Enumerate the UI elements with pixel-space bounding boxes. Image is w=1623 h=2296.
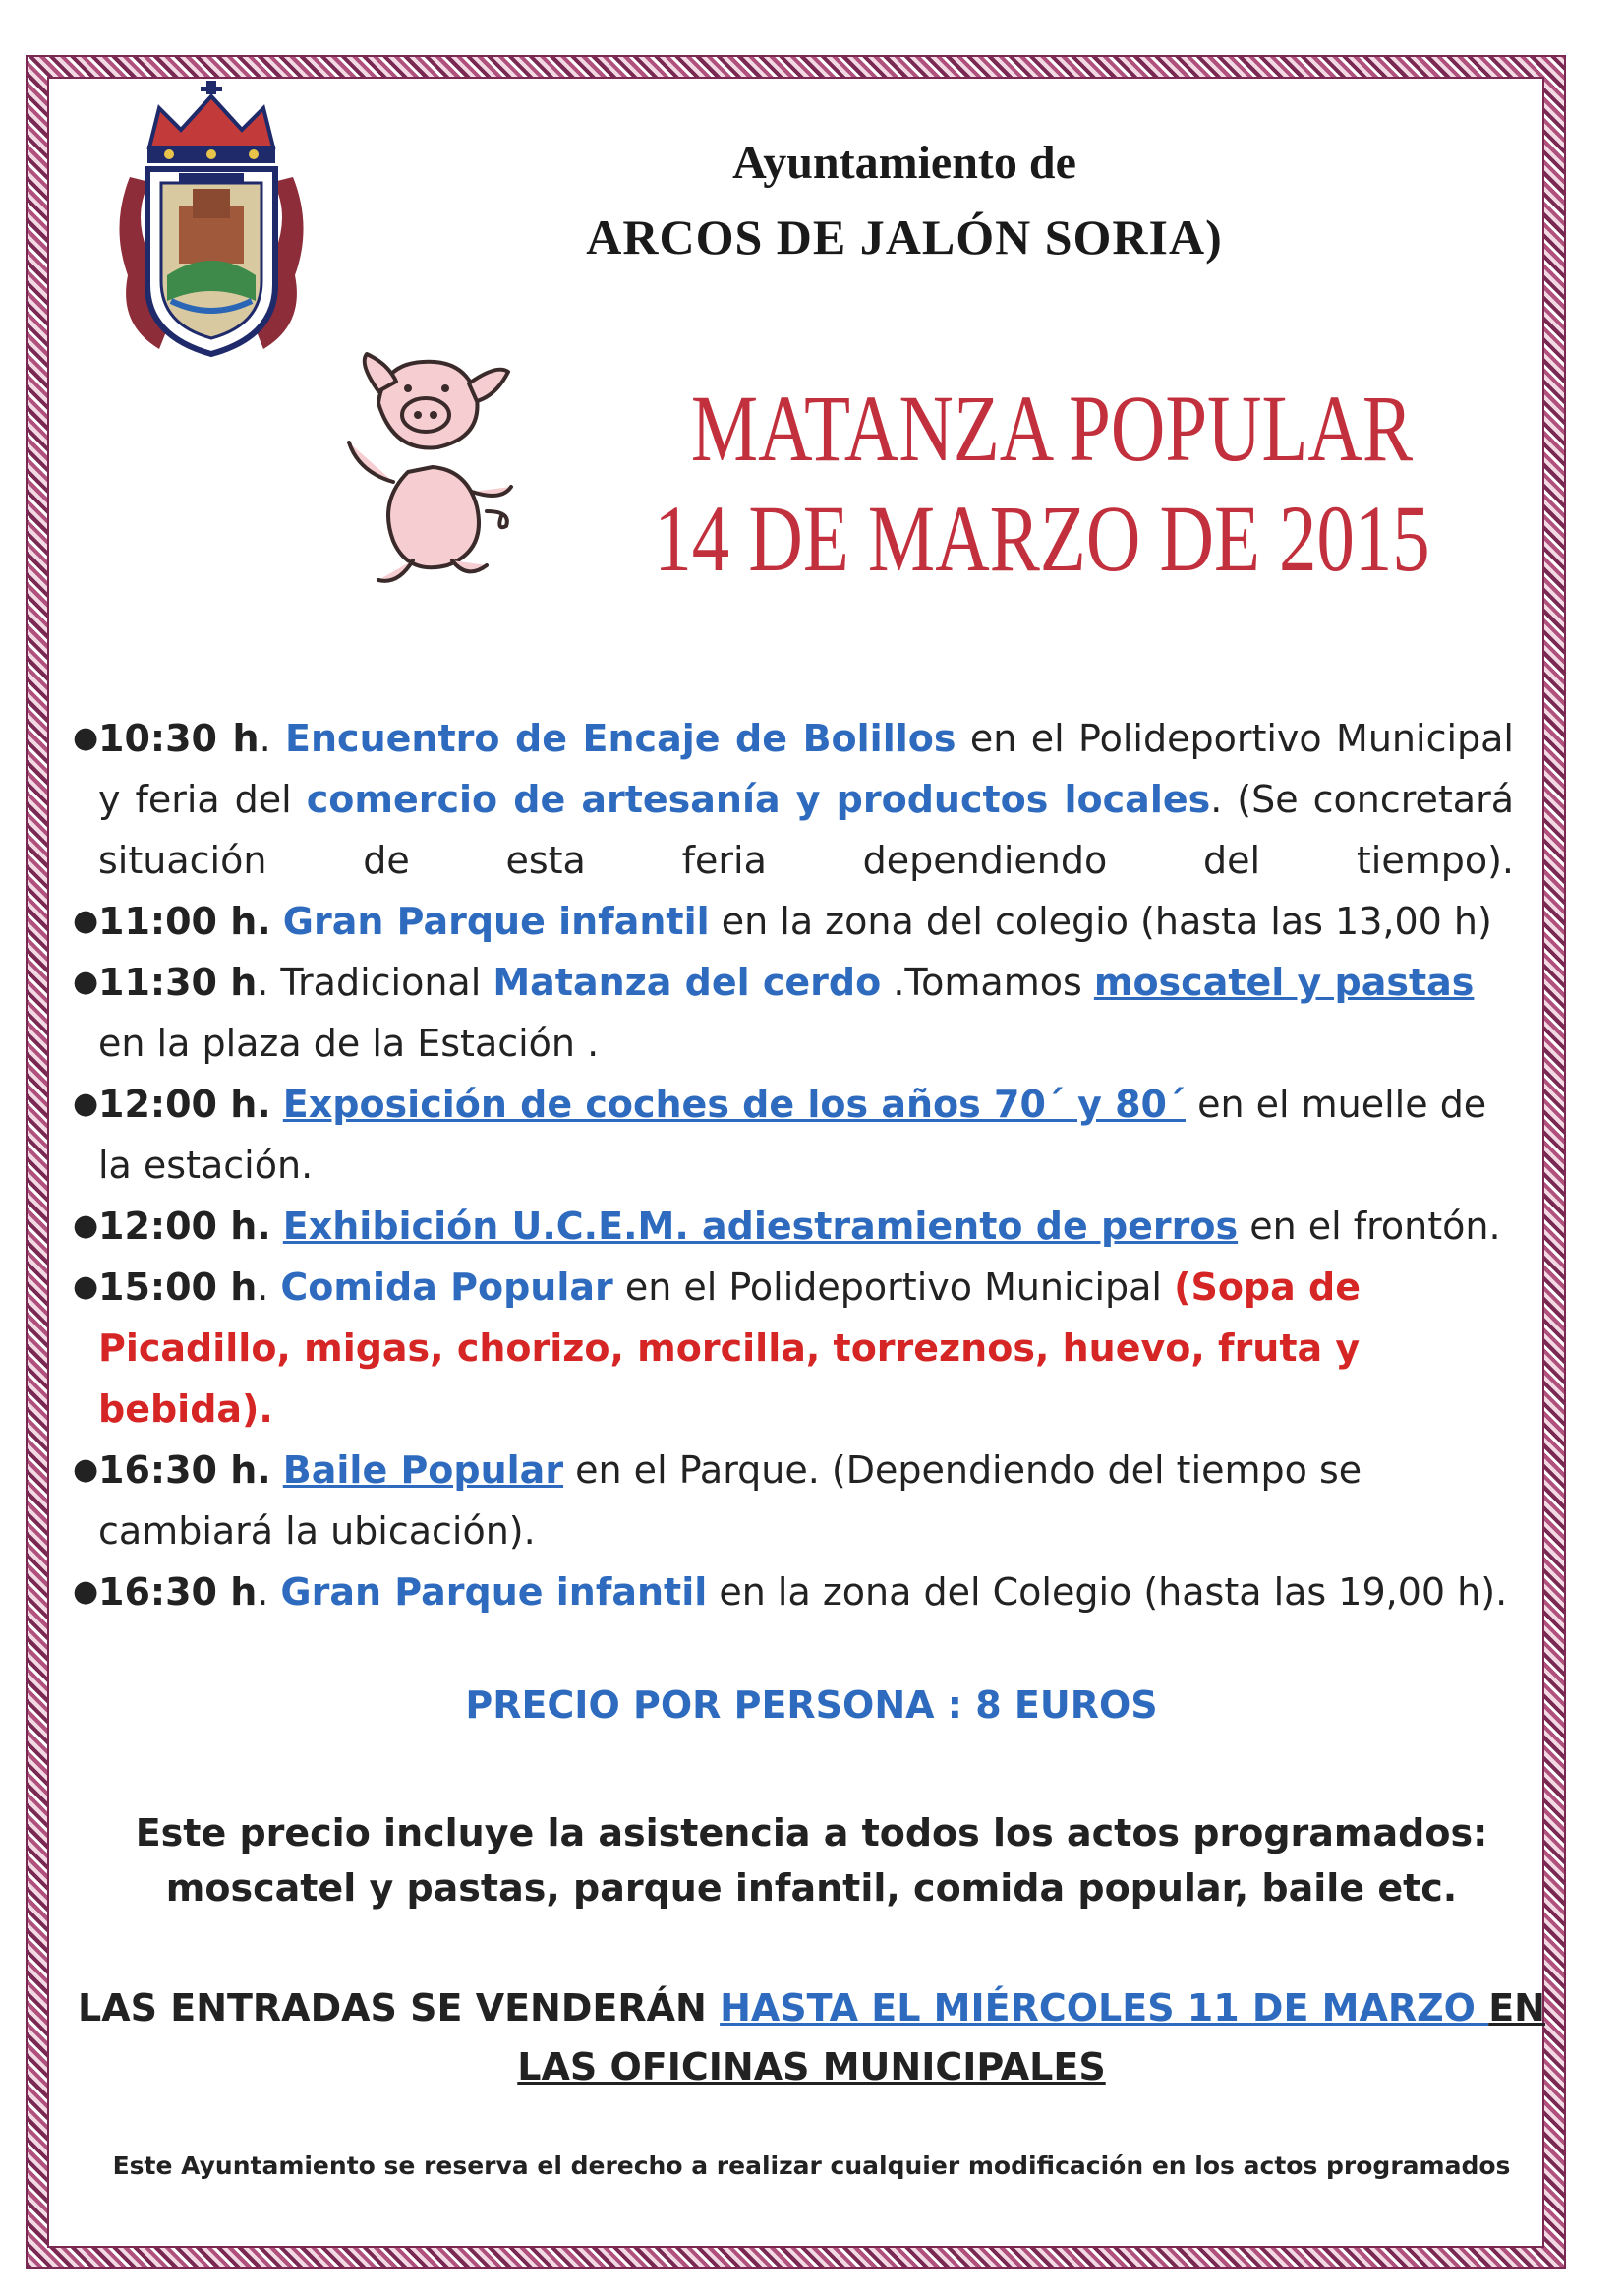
- schedule-item: [69, 1196, 1514, 1257]
- item-text: . (Se concretará situación de esta feria dependiendo del tiempo).: [98, 778, 1514, 882]
- bullet-icon: ●: [73, 1452, 99, 1487]
- item-time: 15:00 h: [98, 1266, 258, 1309]
- item-link[interactable]: Exposición de coches de los años 70´ y 80´: [282, 1083, 1186, 1126]
- item-highlight: Gran Parque infantil: [282, 900, 710, 943]
- schedule-item: [69, 1257, 1514, 1440]
- item-text: en el Polideportivo Municipal y feria del: [98, 717, 1514, 821]
- item-time: 16:30 h: [98, 1570, 258, 1614]
- schedule-item: [69, 708, 1514, 891]
- item-time: 12:00 h.: [98, 1083, 271, 1126]
- item-highlight: Matanza del cerdo: [493, 961, 882, 1004]
- event-title: MATANZA POPULAR: [690, 376, 1414, 481]
- item-text: .Tomamos: [881, 961, 1094, 1004]
- item-text: . Tradicional: [257, 961, 493, 1004]
- includes-line-1: Este precio incluye la asistencia a todos los actos programados:: [135, 1811, 1488, 1854]
- schedule-item: [69, 1561, 1514, 1622]
- item-text: .: [257, 1570, 281, 1614]
- bullet-icon: ●: [73, 965, 99, 999]
- item-text: [271, 1205, 283, 1248]
- item-text: en la plaza de la Estación .: [98, 1022, 600, 1065]
- dancing-pig-icon: [339, 344, 526, 590]
- item-link[interactable]: moscatel y pastas: [1093, 961, 1475, 1004]
- item-time: 11:30 h: [98, 961, 258, 1004]
- item-text: en la zona del Colegio (hasta las 19,00 h).: [707, 1570, 1508, 1614]
- header-title: Ayuntamiento de: [732, 137, 1076, 189]
- item-highlight: Comida Popular: [280, 1266, 613, 1309]
- item-highlight: Encuentro de Encaje de Bolillos: [285, 717, 956, 760]
- item-time: 11:00 h.: [98, 900, 271, 943]
- item-text: [271, 900, 283, 943]
- item-text: en el muelle de la estación.: [98, 1083, 1487, 1187]
- item-text: en el Parque. (Dependiendo del tiempo se cambiará la ubicación).: [98, 1448, 1362, 1553]
- menu-text: (Sopa de Picadillo, migas, chorizo, morcilla, torreznos, huevo, fruta y bebida).: [98, 1266, 1361, 1431]
- tickets-line-1: [0, 1986, 1623, 2030]
- item-text: .: [257, 1266, 281, 1309]
- tickets-deadline-link[interactable]: HASTA EL MIÉRCOLES 11 DE MARZO: [720, 1986, 1489, 2030]
- item-time: 10:30 h: [98, 717, 260, 760]
- includes-line-2: moscatel y pastas, parque infantil, comida popular, baile etc.: [165, 1866, 1458, 1910]
- bullet-icon: ●: [73, 904, 99, 938]
- item-text: [271, 1083, 283, 1126]
- schedule-item: [69, 952, 1514, 1074]
- item-text: en la zona del colegio (hasta las 13,00 h): [709, 900, 1492, 943]
- bullet-icon: ●: [73, 1208, 99, 1243]
- schedule-item: [69, 891, 1514, 952]
- item-time: 12:00 h.: [98, 1205, 271, 1248]
- bullet-icon: ●: [73, 1087, 99, 1121]
- bullet-icon: ●: [73, 1269, 99, 1304]
- item-text: en el frontón.: [1238, 1205, 1501, 1248]
- coat-of-arms-icon: [110, 79, 313, 364]
- item-text: .: [259, 717, 286, 760]
- schedule-list: [69, 708, 1514, 1622]
- tickets-prefix: LAS ENTRADAS SE VENDERÁN: [78, 1986, 721, 2030]
- tickets-line-2: LAS OFICINAS MUNICIPALES: [517, 2045, 1106, 2089]
- item-highlight: comercio de artesanía y productos locales: [306, 778, 1211, 821]
- disclaimer: Este Ayuntamiento se reserva el derecho a realizar cualquier modificación en los actos programados: [112, 2151, 1511, 2180]
- item-time: 16:30 h.: [98, 1448, 271, 1492]
- schedule-item: [69, 1074, 1514, 1196]
- event-date: 14 DE MARZO DE 2015: [654, 486, 1430, 591]
- bullet-icon: ●: [73, 1574, 99, 1609]
- schedule-item: [69, 1440, 1514, 1561]
- item-link[interactable]: Exhibición U.C.E.M. adiestramiento de perros: [282, 1205, 1239, 1248]
- header-subtitle: ARCOS DE JALÓN SORIA): [586, 209, 1223, 265]
- bullet-icon: ●: [73, 721, 99, 755]
- price-line: PRECIO POR PERSONA : 8 EUROS: [465, 1683, 1158, 1727]
- item-text: [271, 1448, 283, 1492]
- tickets-suffix: EN: [1488, 1986, 1545, 2030]
- item-highlight: Gran Parque infantil: [280, 1570, 708, 1614]
- item-text: en el Polideportivo Municipal: [612, 1266, 1175, 1309]
- item-link[interactable]: Baile Popular: [282, 1448, 564, 1492]
